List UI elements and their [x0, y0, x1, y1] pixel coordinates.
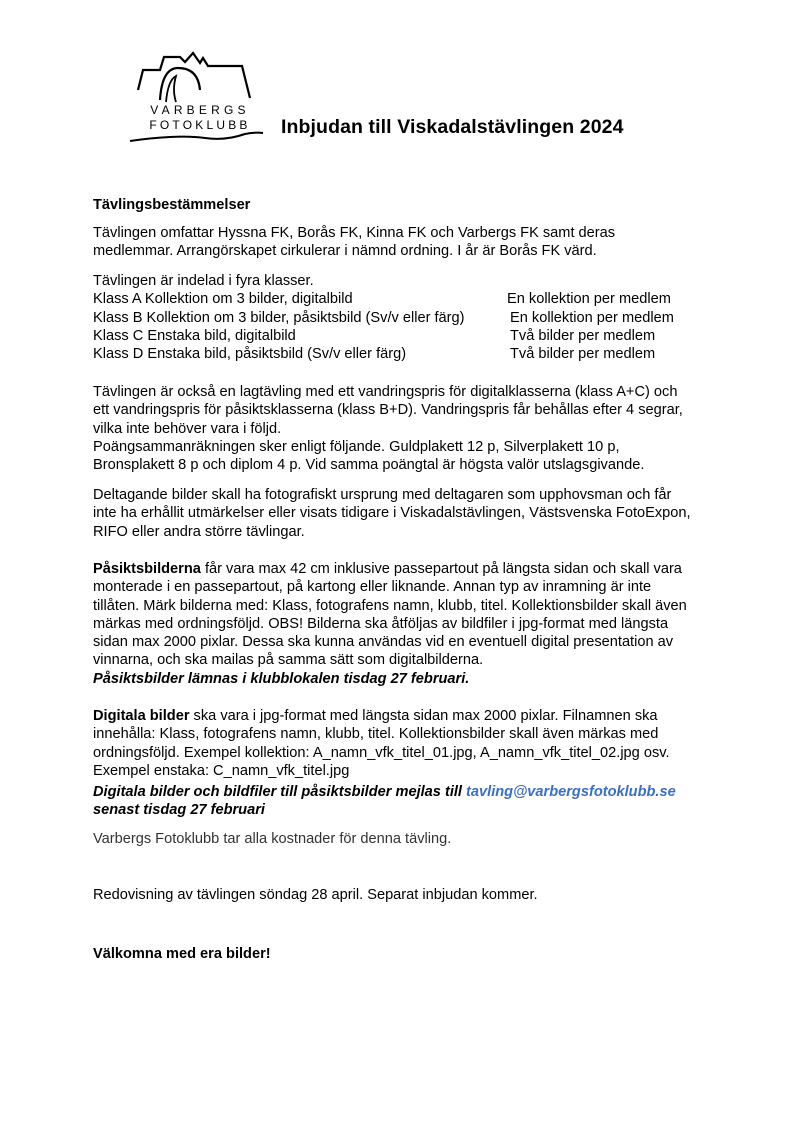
team-paragraph: Tävlingen är också en lagtävling med ett vandringspris för digitalklasserna (klass A+C) och ett vandringspris för påsiktsklasserna (klass B+D). Vandringspris får behållas efter 4 segrar, vilka inte behöver vara i följd. Poängsammanräkningen sker enligt följande. Guldplakett 12 p, Silverplakett 10 p, Bronsplakett 8 p och diplom 4 p. Vid samma poängtal är högsta valör utslagsgivande. [93, 384, 683, 474]
intro-paragraph: Tävlingen omfattar Hyssna FK, Borås FK, Kinna FK och Varbergs FK samt deras medlemmar. Arrangörskapet cirkulerar i nämnd ordning. I år är Borås FK värd. [93, 225, 616, 260]
page-title: Inbjudan till Viskadalstävlingen 2024 [281, 116, 624, 138]
presentation-note: Redovisning av tävlingen söndag 28 april. Separat inbjudan kommer. [93, 887, 538, 903]
classes-section [93, 272, 733, 363]
classes-intro: Tävlingen är indelad i fyra klasser. [93, 273, 314, 289]
class-limit: Två bilder per medlem [510, 327, 656, 344]
class-name: Klass D Enstaka bild, påsiktsbild (Sv/v eller färg) [93, 346, 407, 363]
print-lead: Påsiktsbilderna [93, 561, 201, 577]
class-row [93, 309, 733, 327]
section-heading: Tävlingsbestämmelser [93, 197, 251, 213]
print-deadline: Påsiktsbilder lämnas i klubblokalen tisdag 27 februari. [93, 670, 470, 687]
logo-line2: FOTOKLUBB [149, 118, 251, 132]
class-name: Klass A Kollektion om 3 bilder, digitalbild [93, 291, 353, 308]
digital-deadline: senast tisdag 27 februari [93, 802, 265, 819]
digital-lead: Digitala bilder [93, 708, 190, 724]
logo-line1: VARBERGS [150, 103, 250, 117]
class-row [93, 345, 733, 363]
class-row [93, 290, 733, 308]
costs-note: Varbergs Fotoklubb tar alla kostnader för denna tävling. [93, 831, 452, 847]
welcome-text: Välkomna med era bilder! [93, 946, 271, 962]
camera-icon [130, 50, 270, 145]
class-limit: En kollektion per medlem [510, 309, 674, 326]
print-paragraph: Påsiktsbilderna får vara max 42 cm inklusive passepartout på längsta sidan och skall vara monterade i en passepartout, på kartong eller liknande. Annan typ av inramning är inte tillåten. Märk bilderna med: Klass, fotografens namn, klubb, titel. Kollektionsbilder skall även märkas med ordningsföljd. OBS! Bilderna ska åtföljas av bildfiler i jpg-format med längsta sidan max 2000 pixlar. Dessa ska kunna användas vid en eventuell digital presentation av vinnarna, och ska mailas på samma sätt som digitalbilderna. Påsiktsbilder lämnas i klubblokalen tisdag 27 februari. [93, 560, 733, 688]
class-name: Klass B Kollektion om 3 bilder, påsiktsbild (Sv/v eller färg) [93, 309, 465, 326]
email-link[interactable]: tavling@varbergsfotoklubb.se [466, 784, 676, 801]
class-row [93, 327, 733, 345]
class-limit: Två bilder per medlem [510, 346, 656, 363]
class-name: Klass C Enstaka bild, digitalbild [93, 327, 296, 344]
eligibility-paragraph: Deltagande bilder skall ha fotografiskt ursprung med deltagaren som upphovsman och får inte ha erhållit utmärkelser eller visats tidigare i Viskadalstävlingen, Västsvenska FotoExpon, RIFO eller andra större tävlingar. [93, 487, 691, 540]
digital-paragraph: Digitala bilder ska vara i jpg-format med längsta sidan max 2000 pixlar. Filnamnen ska innehålla: Klass, fotografens namn, klubb, titel. Kollektionsbilder skall även märkas med ordningsföljd. Exempel kollektion: A_namn_vfk_titel_01.jpg, A_namn_vfk_titel_02.jpg osv. Exempel enstaka: C_namn_vfk_titel.jpg Digitala bilder och bildfiler till påsiktsbilder mejlas till tavling@varbergsfotoklubb.se senast tisdag 27 februari [93, 707, 733, 820]
club-logo [130, 50, 270, 145]
class-limit: En kollektion per medlem [507, 291, 671, 308]
